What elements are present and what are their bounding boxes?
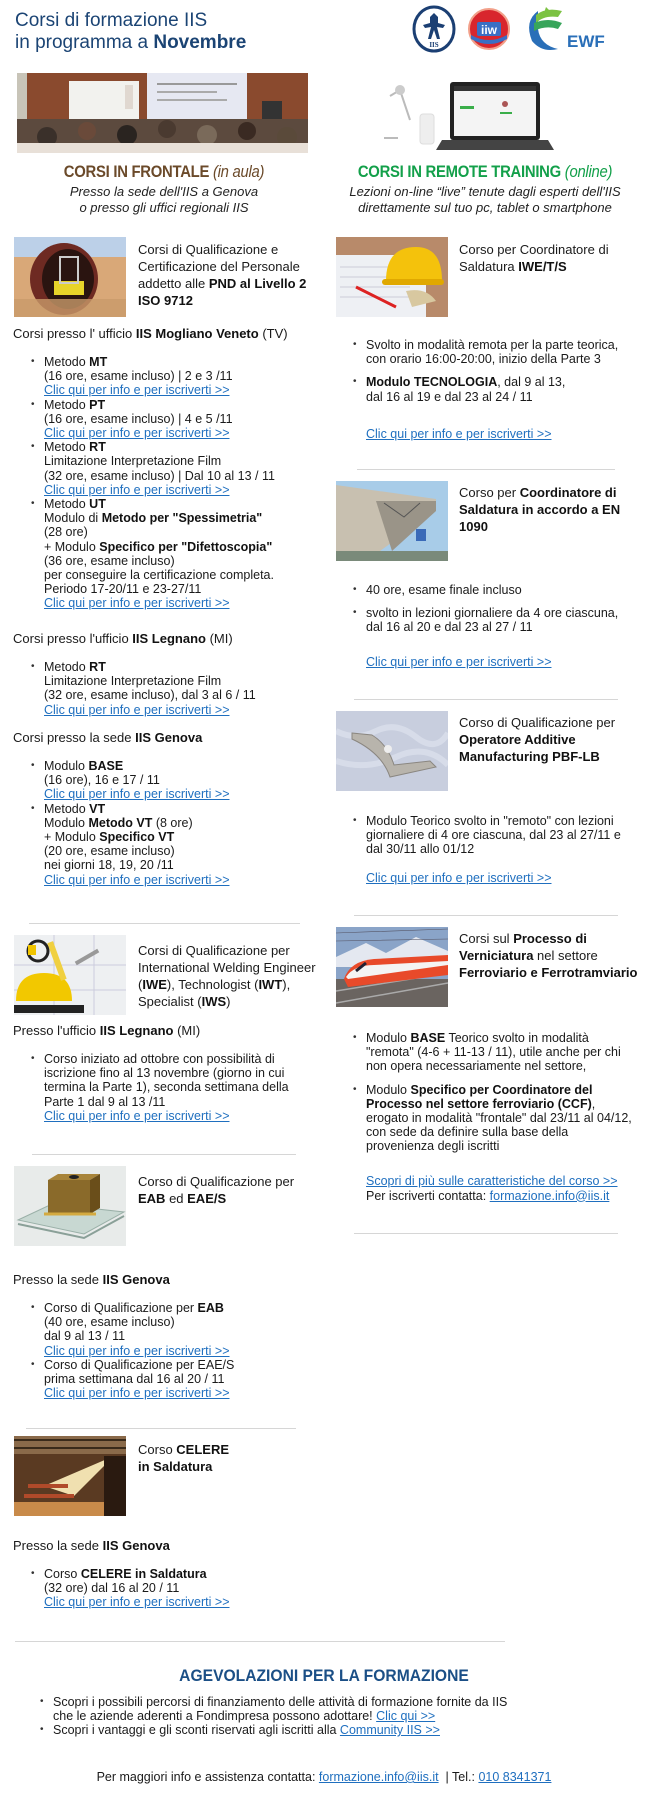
verniciatura-course-intro: Corsi sul Processo di Verniciatura nel settore Ferroviario e Ferrotramviario <box>459 931 638 980</box>
iwets-course-list <box>353 338 638 413</box>
list-item: • Modulo Specifico per Coordinatore del Processo nel settore ferroviario (CCF), erogato in modalità "frontale" dal 23/11 al 04/12, con sede da definire sulla base della provenienza degli iscritti <box>353 1083 638 1154</box>
list-item: • Scopri i possibili percorsi di finanziamento delle attività di formazione fornite da IIS che le aziende aderenti a Fondimpresa possono adottare! Clic qui >> <box>40 1695 600 1723</box>
additive-part-image <box>336 711 448 791</box>
venue-genova-eab: Presso la sede IIS Genova <box>13 1272 170 1287</box>
svg-text:EWF: EWF <box>567 32 605 51</box>
celere-welding-image <box>14 1436 126 1516</box>
celere-course-list <box>31 1567 301 1610</box>
list-item: • svolto in lezioni giornaliere da 4 ore ciascuna, dal 16 al 20 e dal 23 al 27 / 11 <box>353 606 643 634</box>
footer-email-link[interactable]: formazione.info@iis.it <box>318 1770 439 1784</box>
remote-heading: CORSI IN REMOTE TRAINING (online) <box>357 163 613 181</box>
additive-course-list <box>353 814 638 857</box>
footer-contact: Per maggiori info e assistenza contatta: formazione.info@iis.it | Tel.: 010 8341371 <box>96 1770 552 1784</box>
mogliano-course-list <box>31 355 321 611</box>
iwets-helmet-image <box>336 237 448 317</box>
iwe-course-list <box>31 1052 301 1123</box>
list-item: • Svolto in modalità remota per la parte teorica, con orario 16:00-20:00, inizio della Parte 3 <box>353 338 638 366</box>
agevolazioni-heading: AGEVOLAZIONI PER LA FORMAZIONE <box>179 1666 469 1685</box>
genova-course-list <box>31 759 321 887</box>
list-item: • 40 ore, esame finale incluso <box>353 583 643 597</box>
pnd-pipe-image <box>14 237 126 317</box>
info-signup-link[interactable]: Clic qui per info e per iscriverti >> <box>44 383 230 398</box>
iwe-course-intro: Corsi di Qualificazione per International Welding Engineer (IWE), Technologist (IWT), Specialist (IWS) <box>138 943 316 1009</box>
list-item: • Corso di Qualificazione per EAB (40 ore, esame incluso) dal 9 al 13 / 11 Clic qui per info e per iscriverti >> <box>31 1301 301 1358</box>
eab-course-list <box>31 1301 301 1400</box>
list-item: • Metodo UT Modulo di Metodo per "Spessimetria" (28 ore) + Modulo Specifico per "Difettoscopia" (36 ore, esame incluso) per conseguire la certificazione completa. Periodo 17-20/11 e 23-27/11 Clic qui per info e per iscriverti >> <box>31 497 321 611</box>
divider <box>354 915 618 916</box>
divider <box>26 1428 296 1429</box>
course-details-link[interactable]: Scopri di più sulle caratteristiche del corso >> <box>366 1174 618 1188</box>
list-item: • Metodo VT Modulo Metodo VT (8 ore) + Modulo Specifico VT (20 ore, esame incluso) nei giorni 18, 19, 20 /11 Clic qui per info e per iscriverti >> <box>31 802 321 887</box>
partner-logos <box>412 5 642 55</box>
venue-legnano-iwe: Presso l'ufficio IIS Legnano (MI) <box>13 1023 201 1038</box>
train-image <box>336 927 448 1007</box>
en1090-bridge-image <box>336 481 448 561</box>
divider <box>354 1233 618 1234</box>
info-signup-link[interactable]: Clic qui per info e per iscriverti >> <box>44 787 230 802</box>
remote-heading-block <box>330 162 640 216</box>
info-signup-link[interactable]: Clic qui per info e per iscriverti >> <box>366 427 552 441</box>
classroom-image <box>17 73 308 153</box>
iiw-logo[interactable] <box>467 5 511 53</box>
info-signup-link[interactable]: Clic qui per info e per iscriverti >> <box>44 1108 230 1123</box>
svg-text:iiw: iiw <box>480 23 498 37</box>
divider <box>29 923 300 924</box>
list-item: • Metodo RT Limitazione Interpretazione Film (32 ore, esame incluso), dal 3 al 6 / 11 Clic qui per info e per iscriverti >> <box>31 660 321 717</box>
info-signup-link[interactable]: Clic qui per info e per iscriverti >> <box>44 596 230 611</box>
laptop-image <box>370 76 615 153</box>
fondimpresa-link[interactable]: Clic qui >> <box>376 1709 436 1724</box>
frontale-heading-block <box>14 162 314 216</box>
community-link[interactable]: Community IIS >> <box>339 1723 440 1738</box>
iis-logo[interactable] <box>412 5 456 53</box>
list-item: • Metodo RT Limitazione Interpretazione Film (32 ore, esame incluso) | Dal 10 al 13 / 11 Clic qui per info e per iscriverti >> <box>31 440 321 497</box>
info-signup-link[interactable]: Clic qui per info e per iscriverti >> <box>44 1343 230 1358</box>
celere-course-intro: Corso CELERE in Saldatura <box>138 1442 230 1474</box>
venue-mogliano: Corsi presso l' ufficio IIS Mogliano Veneto (TV) <box>13 326 288 341</box>
additive-course-intro: Corso di Qualificazione per Operatore Additive Manufacturing PBF-LB <box>459 715 616 764</box>
verniciatura-links: Scopri di più sulle caratteristiche del corso >> Per iscriverti contatta: formazione.info@iis.it <box>366 1174 618 1203</box>
contact-email-link[interactable]: formazione.info@iis.it <box>489 1188 610 1203</box>
divider <box>15 1641 505 1642</box>
list-item: • Metodo MT (16 ore, esame incluso) | 2 e 3 /11 Clic qui per info e per iscriverti >> <box>31 355 321 398</box>
divider <box>32 1154 296 1155</box>
eab-sample-image <box>14 1166 126 1246</box>
venue-genova-celere: Presso la sede IIS Genova <box>13 1538 170 1553</box>
header <box>0 0 648 60</box>
ewf-logo[interactable] <box>522 5 642 53</box>
list-item: • Corso CELERE in Saldatura (32 ore) dal 16 al 20 / 11 Clic qui per info e per iscriverti >> <box>31 1567 301 1610</box>
info-signup-link[interactable]: Clic qui per info e per iscriverti >> <box>44 426 230 441</box>
list-item: • Corso iniziato ad ottobre con possibilità di iscrizione fino al 13 novembre (giorno in cui termina la Parte 1), seconda settimana della Parte 1 dal 9 al 13 /11 Clic qui per info e per iscriverti >> <box>31 1052 301 1123</box>
venue-legnano: Corsi presso l'ufficio IIS Legnano (MI) <box>13 631 233 646</box>
en1090-course-intro: Corso per Coordinatore di Saldatura in accordo a EN 1090 <box>459 485 621 534</box>
remote-subtitle: Lezioni on-line “live” tenute dagli esperti dell'IIS direttamente sul tuo pc, tablet o smartphone <box>349 184 621 216</box>
list-item: • Corso di Qualificazione per EAE/S prima settimana dal 16 al 20 / 11 Clic qui per info e per iscriverti >> <box>31 1358 301 1401</box>
info-signup-link[interactable]: Clic qui per info e per iscriverti >> <box>44 702 230 717</box>
divider <box>354 699 618 700</box>
verniciatura-course-list <box>353 1031 638 1163</box>
pnd-course-intro: Corsi di Qualificazione e Certificazione del Personale addetto alle PND al Livello 2 ISO 9712 <box>138 242 307 308</box>
iwets-course-intro: Corso per Coordinatore di Saldatura IWE/T/S <box>459 242 609 274</box>
info-signup-link[interactable]: Clic qui per info e per iscriverti >> <box>366 871 552 885</box>
info-signup-link[interactable]: Clic qui per info e per iscriverti >> <box>44 872 230 887</box>
iwe-tools-image <box>14 935 126 1015</box>
list-item: • Metodo PT (16 ore, esame incluso) | 4 e 5 /11 Clic qui per info e per iscriverti >> <box>31 398 321 441</box>
divider <box>357 469 615 470</box>
footer-phone-link[interactable]: 010 8341371 <box>478 1770 552 1784</box>
list-item: • Scopri i vantaggi e gli sconti riservati agli iscritti alla Community IIS >> <box>40 1723 600 1737</box>
en1090-course-list <box>353 583 643 644</box>
venue-genova: Corsi presso la sede IIS Genova <box>13 730 203 745</box>
legnano-course-list <box>31 660 321 717</box>
eab-course-intro: Corso di Qualificazione per EAB ed EAE/S <box>138 1174 295 1206</box>
page-title: Corsi di formazione IIS in programma a Novembre <box>15 10 247 53</box>
list-item: • Modulo BASE Teorico svolto in modalità "remota" (4-6 + 11-13 / 11), utile anche per chi non opera necessariamente nel settore, <box>353 1031 638 1074</box>
info-signup-link[interactable]: Clic qui per info e per iscriverti >> <box>44 482 230 497</box>
list-item: • Modulo TECNOLOGIA, dal 9 al 13, dal 16 al 19 e dal 23 al 24 / 11 <box>353 375 638 403</box>
info-signup-link[interactable]: Clic qui per info e per iscriverti >> <box>44 1386 230 1401</box>
info-signup-link[interactable]: Clic qui per info e per iscriverti >> <box>44 1595 230 1610</box>
svg-text:IIS: IIS <box>429 41 439 49</box>
info-signup-link[interactable]: Clic qui per info e per iscriverti >> <box>366 655 552 669</box>
list-item: • Modulo BASE (16 ore), 16 e 17 / 11 Clic qui per info e per iscriverti >> <box>31 759 321 802</box>
list-item: • Modulo Teorico svolto in "remoto" con lezioni giornaliere di 4 ore ciascuna, dal 23 al 27/11 e dal 30/11 allo 01/12 <box>353 814 638 857</box>
frontale-subtitle: Presso la sede dell'IIS a Genova o presso gli uffici regionali IIS <box>69 184 259 216</box>
frontale-heading: CORSI IN FRONTALE (in aula) <box>63 163 265 181</box>
agevolazioni-list <box>40 1695 600 1738</box>
